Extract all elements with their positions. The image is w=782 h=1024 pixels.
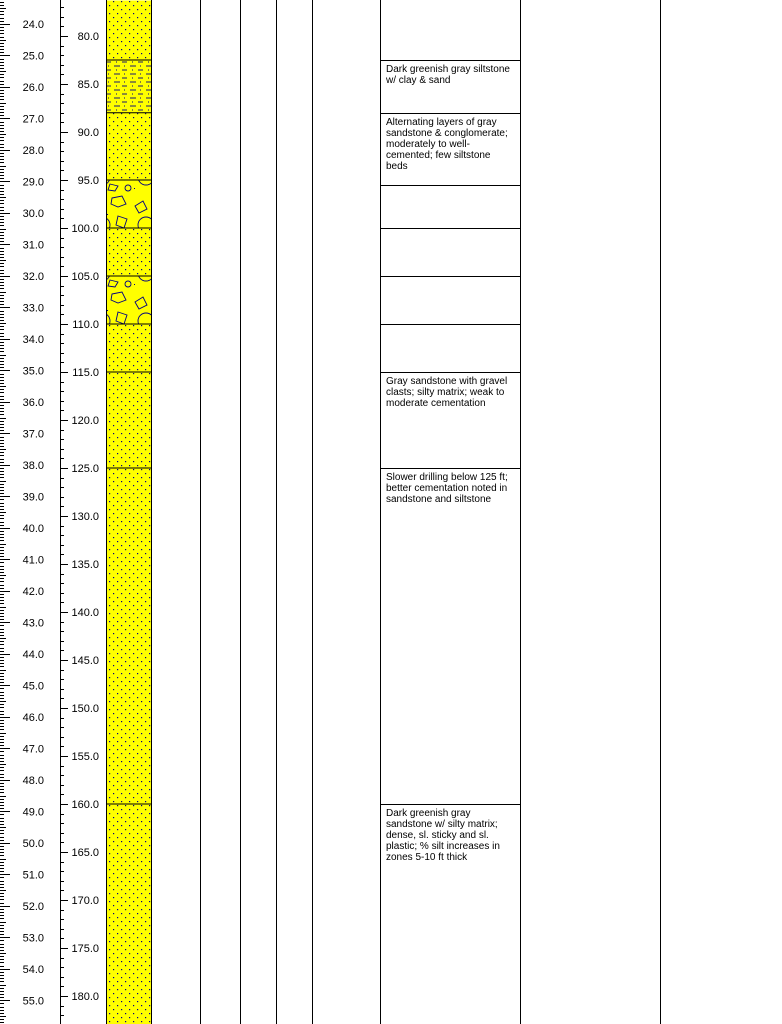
foot-label: 110.0 (72, 319, 99, 331)
meter-label: 41.0 (22, 554, 44, 567)
meter-label: 50.0 (22, 837, 44, 850)
lithology-unit-sandstone (106, 113, 151, 180)
meter-label: 43.0 (22, 617, 44, 630)
meter-label: 36.0 (22, 396, 44, 409)
meter-label: 49.0 (22, 806, 44, 819)
description-text: Slower drilling below 125 ft; better cementation noted in sandstone and siltstone (386, 472, 508, 505)
meter-label: 26.0 (22, 81, 44, 94)
meter-label: 24.0 (22, 18, 44, 31)
lithology-column (106, 0, 151, 1024)
description-text: Dark greenish gray siltstone w/ clay & sand (386, 64, 510, 86)
meter-label: 27.0 (22, 113, 44, 126)
foot-label: 160.0 (71, 799, 99, 811)
foot-label: 85.0 (77, 79, 99, 91)
meter-label: 35.0 (22, 365, 44, 378)
meter-label: 30.0 (22, 207, 44, 220)
foot-label: 165.0 (71, 847, 99, 859)
lithology-unit-sandstone (106, 0, 151, 60)
lithology-unit-conglomerate (106, 180, 151, 228)
meter-label: 48.0 (22, 774, 44, 787)
meter-label: 25.0 (22, 50, 44, 63)
foot-label: 120.0 (71, 415, 99, 427)
lithology-unit-sandstone (106, 372, 151, 468)
foot-label: 80.0 (77, 31, 99, 43)
lithology-unit-conglomerate (106, 276, 151, 324)
meter-label: 51.0 (22, 869, 44, 882)
meter-label: 44.0 (22, 648, 44, 661)
foot-label: 150.0 (71, 703, 99, 715)
foot-label: 125.0 (71, 463, 99, 475)
depth-scale-meters (0, 3, 44, 1023)
description-text: Gray sandstone with gravel clasts; silty matrix; weak to moderate cementation (386, 376, 508, 409)
foot-label: 135.0 (71, 559, 99, 571)
meter-label: 33.0 (22, 302, 44, 315)
foot-label: 105.0 (71, 271, 99, 283)
lithology-unit-siltstone (106, 60, 151, 113)
meter-label: 46.0 (22, 711, 44, 724)
lithology-unit-sandstone (106, 324, 151, 372)
meter-label: 54.0 (22, 963, 44, 976)
lithology-unit-sandstone (106, 804, 151, 1024)
foot-label: 90.0 (77, 127, 99, 139)
meter-label: 47.0 (22, 743, 44, 756)
meter-label: 40.0 (22, 522, 44, 535)
description-column (380, 61, 520, 805)
description-text: Dark greenish gray sandstone w/ silty matrix; dense, sl. sticky and sl. plastic; % silt increases in zones 5-10 ft thick (386, 808, 500, 863)
foot-label: 115.0 (72, 367, 99, 379)
lithology-unit-sandstone (106, 468, 151, 804)
foot-label: 130.0 (71, 511, 99, 523)
foot-label: 145.0 (71, 655, 99, 667)
meter-label: 28.0 (22, 144, 44, 157)
meter-label: 52.0 (22, 900, 44, 913)
meter-label: 39.0 (22, 491, 44, 504)
meter-label: 37.0 (22, 428, 44, 441)
meter-label: 38.0 (22, 459, 44, 472)
foot-label: 175.0 (71, 943, 99, 955)
lithology-unit-sandstone (106, 228, 151, 276)
foot-label: 140.0 (71, 607, 99, 619)
meter-label: 53.0 (22, 932, 44, 945)
depth-scale-feet (60, 8, 99, 1016)
foot-label: 155.0 (71, 751, 99, 763)
foot-label: 95.0 (77, 175, 99, 187)
meter-label: 32.0 (22, 270, 44, 283)
meter-label: 45.0 (22, 680, 44, 693)
meter-label: 34.0 (22, 333, 44, 346)
meter-label: 42.0 (22, 585, 44, 598)
foot-label: 180.0 (71, 991, 99, 1003)
foot-label: 100.0 (71, 223, 99, 235)
meter-label: 31.0 (22, 239, 44, 252)
description-text: Alternating layers of gray sandstone & conglomerate; moderately to well-cemented; few siltstone beds (386, 117, 508, 172)
foot-label: 170.0 (71, 895, 99, 907)
meter-label: 55.0 (22, 995, 44, 1008)
meter-label: 29.0 (22, 176, 44, 189)
